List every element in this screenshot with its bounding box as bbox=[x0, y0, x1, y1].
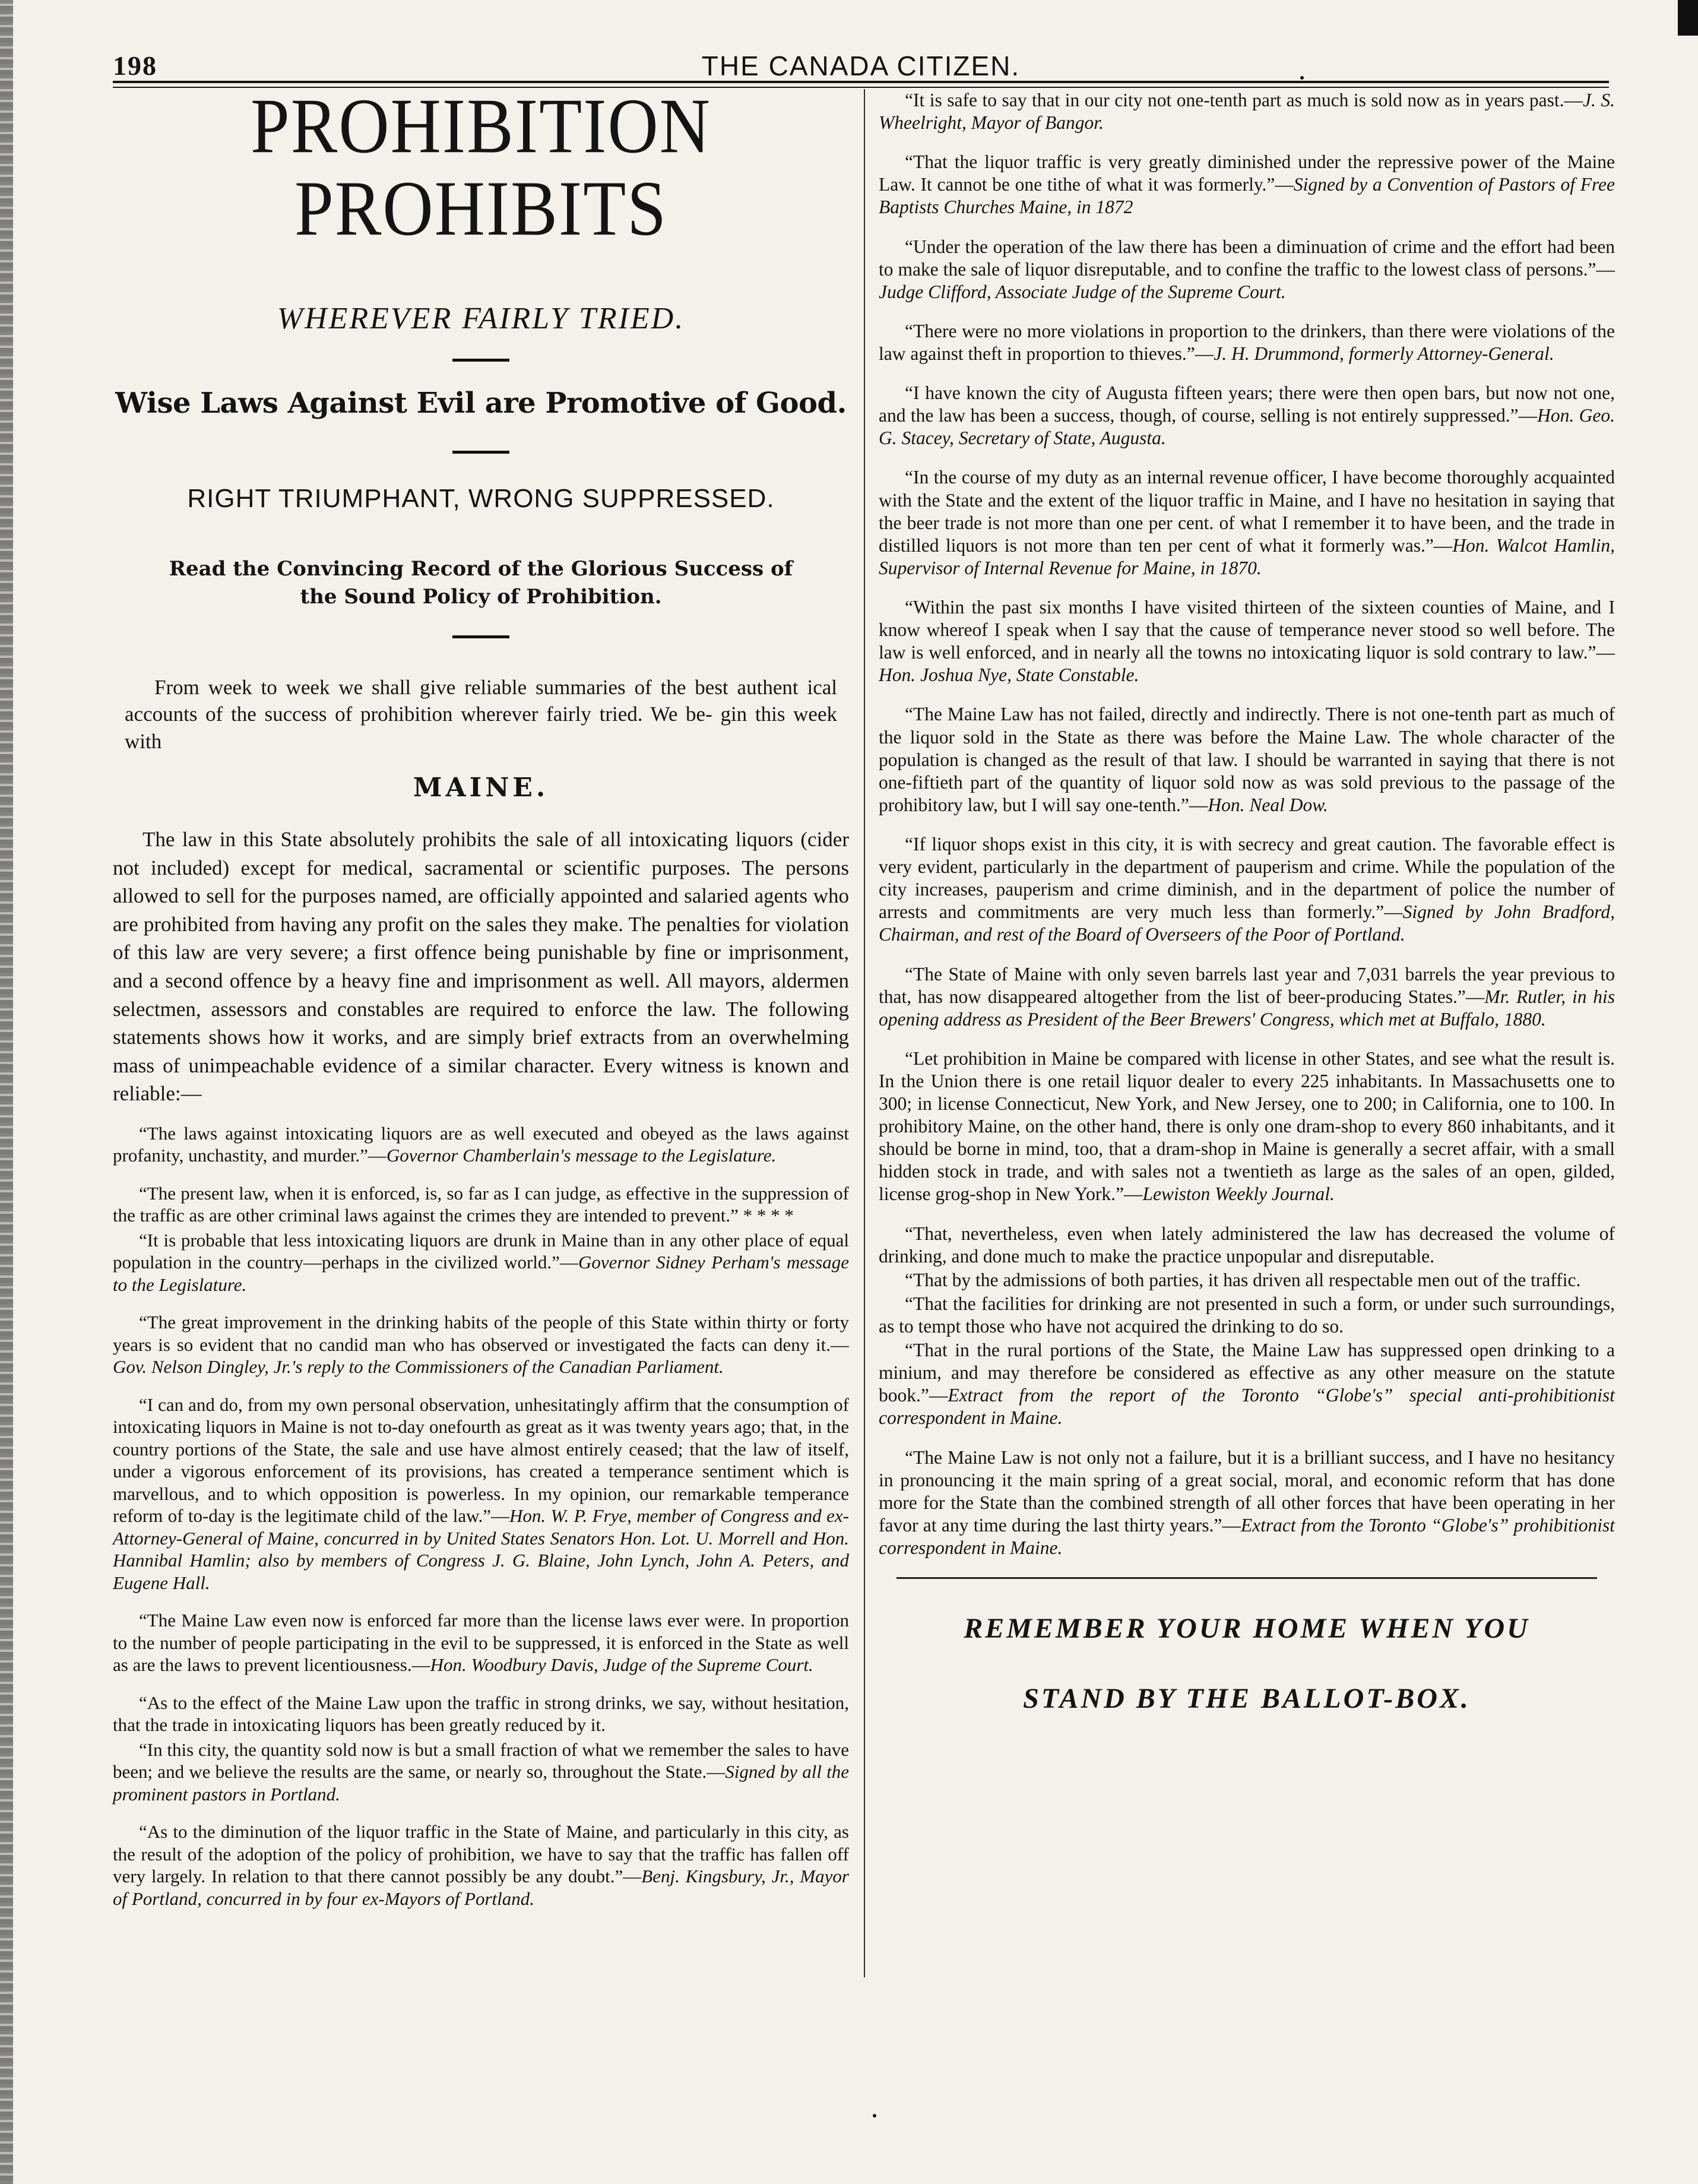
quote-text: “The State of Maine with only seven barrels last year and 7,031 barrels the year previous to that, has now disappeared altogether from the list of beer-producing States.”— bbox=[879, 963, 1615, 1007]
quote-attribution: Hon. Geo. G. Stacey, Secretary of State, Augusta. bbox=[879, 405, 1615, 449]
quote-attribution: Extract from the report of the Toronto “Globe's” special anti-prohibitionist correspondent in Maine. bbox=[879, 1385, 1615, 1429]
print-speck bbox=[1300, 76, 1304, 80]
quote bbox=[879, 1446, 1615, 1560]
print-speck bbox=[873, 2114, 876, 2117]
quote-attribution: Hon. Woodbury Davis, Judge of the Supreme Court. bbox=[430, 1654, 813, 1676]
closing-slogan-line-1: REMEMBER YOUR HOME WHEN YOU bbox=[964, 1613, 1530, 1645]
quote-attribution: Signed by a Convention of Pastors of Free Baptists Churches Maine, in 1872 bbox=[879, 174, 1615, 218]
quote-text: “That the liquor traffic is very greatly diminished under the repressive power of the Maine Law. It cannot be one tithe of what it was formerly.”— bbox=[879, 151, 1615, 195]
quote bbox=[879, 1047, 1615, 1206]
quote-text: “In the course of my duty as an internal revenue officer, I have become thoroughly acquainted with the State and the extent of the liquor traffic in Maine, and I have no hesitation in saying that the beer trade is not more than one per cent. of what I remember it to have been, and the trade in distilled liquors is not more than ten per cent of what it formerly was.”— bbox=[879, 467, 1615, 556]
quote bbox=[879, 1293, 1615, 1338]
quote-text: “Let prohibition in Maine be compared with license in other States, and see what the result is. In the Union there is one retail liquor dealer to every 225 inhabitants. In Massachusetts one to 300; in license Connecticut, New York, and New Jersey, one to 200; in California, one to 100. In prohibitory Maine, on the other hand, there is only one dram-shop to every 860 inhabitants, and it should be borne in mind, too, that a dram-shop in Maine is generally a secret affair, with a small hidden stock in trade, and with sales not a twentieth as large as the sales of an open, gilded, license grog-shop in New York.”— bbox=[879, 1047, 1615, 1205]
page-number: 198 bbox=[113, 50, 157, 81]
quote-text: “The Maine Law is not only not a failure, but it is a brilliant success, and I have no hesitancy in pronouncing it the main spring of a great social, moral, and economic reform that has done more for the State than the combined strength of all other forces that have been operating in her favor at any time during the last thirty years.”— bbox=[879, 1446, 1615, 1536]
quote-text: “I can and do, from my own personal observation, unhesitatingly affirm that the consumption of intoxicating liquors in Maine is not to-day onefourth as great as it was twenty years ago; that, in the country portions of the State, the sale and use have almost entirely ceased; that the law of itself, under a vigorous enforcement of its provisions, has created a temperance sentiment which is marvellous, and to which opposition is powerless. In my opinion, our remarkable temperance reform of to-day is the legitimate child of the law.”— bbox=[113, 1394, 849, 1527]
quote bbox=[879, 1339, 1615, 1429]
headline: PROHIBITION PROHIBITS bbox=[251, 82, 711, 252]
short-rule bbox=[452, 359, 509, 362]
quote-text: “There were no more violations in proportion to the drinkers, than there were violations of the law against theft in proportion to thieves.”— bbox=[879, 320, 1615, 364]
quote-text: “Under the operation of the law there has been a diminuation of crime and the effort had been to make the sale of liquor disreputable, and to confine the traffic to the lowest class of persons.”— bbox=[879, 236, 1615, 280]
quote bbox=[879, 833, 1615, 947]
subhead: WHEREVER FAIRLY TRIED. bbox=[277, 301, 685, 335]
short-rule bbox=[452, 635, 509, 638]
quote bbox=[879, 466, 1615, 580]
page-header bbox=[113, 46, 1609, 82]
caps-head: RIGHT TRIUMPHANT, WRONG SUPPRESSED. bbox=[187, 483, 775, 513]
quote bbox=[879, 963, 1615, 1031]
quote bbox=[879, 89, 1615, 134]
quote-attribution: J. H. Drummond, formerly Attorney-General. bbox=[1214, 343, 1554, 364]
right-column bbox=[879, 89, 1615, 1713]
quote-text: “I have known the city of Augusta fifteen years; there were then open bars, but now not one, and the law has been a success, though, of course, selling is not entirely suppressed.”— bbox=[879, 382, 1615, 426]
quote-text: “As to the diminution of the liquor traffic in the State of Maine, and particularly in this city, as the result of the adoption of the policy of prohibition, we have to say that the traffic has fallen off very largely. In relation to that there cannot possibly be any doubt.”— bbox=[113, 1821, 849, 1887]
quote-attribution: Signed by all the prominent pastors in Portland. bbox=[113, 1761, 849, 1805]
quote-attribution: Mr. Rutler, in his opening address as President of the Beer Brewers' Congress, which met at Buffalo, 1880. bbox=[879, 986, 1615, 1030]
quote bbox=[879, 703, 1615, 816]
quote-attribution: Hon. Joshua Nye, State Constable. bbox=[879, 664, 1139, 686]
quote-attribution: Gov. Nelson Dingley, Jr.'s reply to the Commissioners of the Canadian Parliament. bbox=[113, 1356, 724, 1378]
quote-text: “That in the rural portions of the State, the Maine Law has suppressed open drinking to a minium, and may therefore be considered as effective as any other measure on the statute book.”— bbox=[879, 1340, 1615, 1406]
quote-attribution: Governor Chamberlain's message to the Legislature. bbox=[386, 1145, 777, 1166]
quote bbox=[113, 1182, 849, 1227]
deck: Read the Convincing Record of the Glorious Success of the Sound Policy of Prohibition. bbox=[169, 556, 793, 609]
quote bbox=[113, 1394, 849, 1594]
quote bbox=[879, 1269, 1615, 1292]
tagline: Wise Laws Against Evil are Promotive of Good. bbox=[115, 387, 847, 420]
quote-attribution: Extract from the Toronto “Globe's” prohibitionist correspondent in Maine. bbox=[879, 1514, 1615, 1559]
quote-text: “That, nevertheless, even when lately administered the law has decreased the volume of drinking, and done much to make the practice unpopular and disreputable. bbox=[879, 1223, 1615, 1267]
quote-text: “The laws against intoxicating liquors are as well executed and obeyed as the laws against profanity, unchastity, and murder.”— bbox=[113, 1122, 849, 1166]
left-column bbox=[113, 82, 850, 1925]
quote-text: “It is safe to say that in our city not one-tenth part as much is sold now as in years past.— bbox=[905, 90, 1583, 110]
quote-text: “That the facilities for drinking are not presented in such a form, or under such surroundings, as to tempt those who have not acquired the drinking to do so. bbox=[879, 1293, 1615, 1337]
quote-attribution: Lewiston Weekly Journal. bbox=[1142, 1183, 1335, 1205]
quote bbox=[879, 596, 1615, 686]
quote bbox=[113, 1739, 849, 1806]
quote-attribution: Benj. Kingsbury, Jr., Mayor of Portland, concurred in by four ex-Mayors of Portland. bbox=[113, 1866, 849, 1909]
body-paragraph: The law in this State absolutely prohibits the sale of all intoxicating liquors (cider not included) except for medical, sacramental or scientific purposes. The persons allowed to sell for the purposes named, are officially appointed and salaried agents who are prohibited from having any profit on the sales they make. The penalties for violation of this law are very severe; a first offence being punishable by fine or imprisonment, and a second offence by a heavy fine and imprisonment as well. All mayors, aldermen selectmen, assessors and constables are required to enforce the law. The following statements shows how it works, and are simply brief extracts from an overwhelming mass of unimpeachable evidence of a similar character. Every witness is known and reliable:— bbox=[113, 828, 849, 1106]
page-corner-mark bbox=[1678, 0, 1698, 36]
quote-attribution: Signed by John Bradford, Chairman, and rest of the Board of Overseers of the Poor of Portland. bbox=[879, 901, 1615, 945]
quote bbox=[113, 1229, 849, 1296]
quote bbox=[879, 320, 1615, 365]
quote bbox=[113, 1692, 849, 1736]
quote-attribution: Governor Sidney Perham's message to the Legislature. bbox=[113, 1252, 850, 1295]
quote bbox=[879, 151, 1615, 219]
short-rule bbox=[452, 451, 509, 454]
quote-text: “In this city, the quantity sold now is but a small fraction of what we remember the sales to have been; and we believe the results are the same, or nearly so, throughout the State.— bbox=[113, 1739, 849, 1783]
closing-rule bbox=[896, 1577, 1597, 1579]
quote bbox=[113, 1122, 849, 1167]
quote bbox=[113, 1821, 849, 1910]
quote bbox=[113, 1311, 849, 1378]
quote-text: “As to the effect of the Maine Law upon the traffic in strong drinks, we say, without hesitation, that the trade in intoxicating liquors has been greatly reduced by it. bbox=[113, 1692, 849, 1736]
quote-text: “The present law, when it is enforced, is, so far as I can judge, as effective in the suppression of the traffic as are other criminal laws against the crimes they are intended to prevent.” * * * * bbox=[113, 1182, 849, 1226]
closing-slogan-line-2: STAND BY THE BALLOT-BOX. bbox=[1023, 1683, 1471, 1715]
quote-text: “Within the past six months I have visited thirteen of the sixteen counties of Maine, and I know whereof I speak when I say that the cause of temperance never stood so well before. The law is well enforced, and in nearly all the towns no intoxicating liquor is sold contrary to law.”— bbox=[879, 596, 1615, 663]
column-divider bbox=[864, 89, 865, 1977]
quote-attribution: Hon. W. P. Frye, member of Congress and ex-Attorney-General of Maine, concurred in by United States Senators Hon. Lot. U. Morrell and Hon. Hannibal Hamlin; also by members of Congress J. G. Blaine, John Lynch, John A. Peters, and Eugene Hall. bbox=[113, 1505, 849, 1593]
intro-paragraph: From week to week we shall give reliable summaries of the best authent ical accounts of the success of prohibition wherever fairly tried. We be- gin this week with bbox=[125, 675, 837, 753]
quote-text: “The great improvement in the drinking habits of the people of this State within thirty or forty years is so evident that no candid man who has observed or investigated the facts can deny it.— bbox=[113, 1312, 849, 1355]
quote-attribution: Hon. Neal Dow. bbox=[1208, 794, 1328, 815]
quote-text: “That by the admissions of both parties, it has driven all respectable men out of the traffic. bbox=[905, 1269, 1581, 1290]
quote bbox=[879, 1223, 1615, 1268]
quote-text: “It is probable that less intoxicating liquors are drunk in Maine than in any other place of equal population in the country—perhaps in the civilized world.”— bbox=[113, 1229, 849, 1273]
masthead: THE CANADA CITIZEN. bbox=[701, 50, 1021, 81]
section-heading-maine: MAINE. bbox=[413, 773, 549, 803]
quote-attribution: Judge Clifford, Associate Judge of the Supreme Court. bbox=[879, 281, 1286, 302]
quote bbox=[879, 382, 1615, 450]
quote-text: “The Maine Law even now is enforced far more than the license laws ever were. In proportion to the number of people participating in the evil to be suppressed, it is enforced in the State as well as are the laws to prevent licentiousness.— bbox=[113, 1610, 849, 1676]
quote bbox=[113, 1609, 849, 1676]
quote-attribution: J. S. Wheelright, Mayor of Bangor. bbox=[879, 90, 1615, 134]
binding-edge bbox=[0, 0, 13, 2184]
quote bbox=[879, 236, 1615, 303]
quote-text: “If liquor shops exist in this city, it is with secrecy and great caution. The favorable effect is very evident, particularly in the department of pauperism and crime. While the population of the city increases, pauperism and crime diminish, and in the department of police the number of arrests and commitments are very much less than formerly.”— bbox=[879, 833, 1615, 923]
quote-attribution: Hon. Walcot Hamlin, Supervisor of Internal Revenue for Maine, in 1870. bbox=[879, 534, 1615, 578]
quote-text: “The Maine Law has not failed, directly and indirectly. There is not one-tenth part as much of the liquor sold in the State as there was before the Maine Law. The whole character of the population is changed as the result of that law. I should be warranted in saying that there is not one-fiftieth part of the quantity of liquor sold now as was sold previous to the passage of the prohibitory law, but I will say one-tenth.”— bbox=[879, 704, 1615, 815]
